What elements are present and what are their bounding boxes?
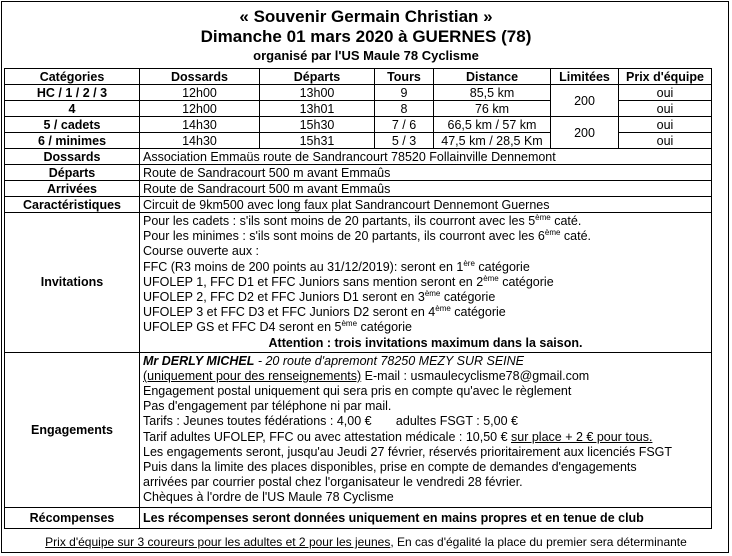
race-tours: 9: [375, 85, 434, 101]
engagement-tarifs: Tarifs : Jeunes toutes fédérations : 4,00 € adultes FSGT : 5,00 €: [143, 414, 518, 429]
recompenses-row: [5, 507, 712, 528]
race-dossards: 12h00: [140, 101, 260, 117]
invitations-text: [140, 213, 712, 353]
departs-label: Départs: [5, 165, 140, 181]
event-organizer: organisé par l'US Maule 78 Cyclisme: [253, 48, 479, 63]
invitation-ffc: FFC (R3 moins de 200 points au 31/12/2019): seront en 1ère catégorie: [143, 258, 530, 274]
race-tours: 7 / 6: [375, 117, 434, 133]
caracteristiques-label: Caractéristiques: [5, 197, 140, 213]
race-depart: 15h30: [260, 117, 375, 133]
caracteristiques-value: Circuit de 9km500 avec long faux plat Sandrancourt Dennemont Guernes: [140, 197, 712, 213]
engagement-tarif-adultes: Tarif adultes UFOLEP, FFC ou avec attestation médicale : 10,50 € sur place + 2 € pour tous.: [143, 429, 653, 444]
engagements-row: [5, 352, 712, 507]
race-prix: oui: [619, 101, 712, 117]
invitation-course-ouverte: Course ouverte aux :: [143, 244, 260, 259]
col-header-dossards: Dossards: [140, 69, 260, 85]
race-distance: 76 km: [434, 101, 551, 117]
recompenses-label: Récompenses: [5, 507, 140, 528]
race-tours: 5 / 3: [375, 133, 434, 149]
race-category: 4: [5, 101, 140, 117]
event-title: « Souvenir Germain Christian »: [239, 7, 493, 26]
race-prix: oui: [619, 117, 712, 133]
col-header-distance: Distance: [434, 69, 551, 85]
invitation-ufolep2: UFOLEP 2, FFC D2 et FFC Juniors D1 seront en 3ème catégorie: [143, 288, 496, 304]
invitation-ufolep1: UFOLEP 1, FFC D1 et FFC Juniors sans mention seront en 2ème catégorie: [143, 273, 554, 289]
info-row-departs: [5, 165, 712, 181]
race-limit: 200: [551, 117, 619, 149]
race-dossards: 14h30: [140, 117, 260, 133]
info-row-arrivees: [5, 181, 712, 197]
departs-value: Route de Sandracourt 500 m avant Emmaûs: [140, 165, 712, 181]
recompenses-text: Les récompenses seront données uniquement en mains propres et en tenue de club: [140, 507, 712, 528]
race-depart: 15h31: [260, 133, 375, 149]
race-prix: oui: [619, 85, 712, 101]
invitation-minimes: Pour les minimes : s'ils sont moins de 20 partants, ils courront avec les 6ème caté.: [143, 228, 592, 244]
invitations-label: Invitations: [5, 213, 140, 353]
race-distance: 85,5 km: [434, 85, 551, 101]
engagement-contact: Mr DERLY MICHEL - 20 route d'apremont 78250 MEZY SUR SEINE: [143, 353, 525, 368]
invitation-ufolepgs: UFOLEP GS et FFC D4 seront en 5ème catégorie: [143, 319, 412, 335]
table-row: [5, 117, 712, 133]
race-depart: 13h00: [260, 85, 375, 101]
race-depart: 13h01: [260, 101, 375, 117]
engagement-email: (uniquement pour des renseignements) E-mail : usmaulecyclisme78@gmail.com: [143, 368, 590, 383]
engagement-line: Engagement postal uniquement qui sera pris en compte qu'avec le règlement: [143, 384, 572, 399]
col-header-limitees: Limitées: [551, 69, 619, 85]
info-row-caracteristiques: [5, 197, 712, 213]
race-limit: 200: [551, 85, 619, 117]
race-distance: 47,5 km / 28,5 Km: [434, 133, 551, 149]
table-header-row: [5, 69, 712, 85]
col-header-tours: Tours: [375, 69, 434, 85]
info-row-dossards: [5, 149, 712, 165]
race-category: 6 / minimes: [5, 133, 140, 149]
engagement-line: Les engagements seront, jusqu'au Jeudi 27 février, réservés prioritairement aux licenciés FSGT: [143, 444, 673, 459]
engagement-line: Pas d'engagement par téléphone ni par mail.: [143, 399, 392, 414]
invitation-ufolep3: UFOLEP 3 et FFC D3 et FFC Juniors D2 seront en 4ème catégorie: [143, 303, 506, 320]
invitations-row: [5, 213, 712, 353]
dossards-value: Association Emmaüs route de Sandrancourt 78520 Follainville Dennemont: [140, 149, 712, 165]
race-tours: 8: [375, 101, 434, 117]
col-header-departs: Départs: [260, 69, 375, 85]
race-dossards: 12h00: [140, 85, 260, 101]
arrivees-value: Route de Sandracourt 500 m avant Emmaûs: [140, 181, 712, 197]
race-prix: oui: [619, 133, 712, 149]
engagement-line: Chèques à l'ordre de l'US Maule 78 Cyclisme: [143, 490, 394, 505]
invitation-cadets: Pour les cadets : s'ils sont moins de 20 partants, ils courront avec les 5ème caté.: [143, 212, 582, 228]
col-header-prix: Prix d'équipe: [619, 69, 712, 85]
invitation-attention: Attention : trois invitations maximum dans la saison.: [268, 335, 583, 350]
event-table: [4, 68, 712, 529]
col-header-categories: Catégories: [5, 69, 140, 85]
engagements-label: Engagements: [5, 352, 140, 507]
race-dossards: 14h30: [140, 133, 260, 149]
race-category: HC / 1 / 2 / 3: [5, 85, 140, 101]
table-row: [5, 85, 712, 101]
event-date: Dimanche 01 mars 2020 à GUERNES (78): [200, 27, 532, 46]
race-category: 5 / cadets: [5, 117, 140, 133]
arrivees-label: Arrivées: [5, 181, 140, 197]
engagement-line: arrivées par courrier postal chez l'organisateur le vendredi 28 février.: [143, 475, 523, 490]
engagement-line: Puis dans la limite des places disponibles, prise en compte de demandes d'engagements: [143, 460, 637, 474]
footer-note: Prix d'équipe sur 3 coureurs pour les adultes et 2 pour les jeunes, En cas d'égalité la place du premier sera déterminante: [45, 535, 687, 549]
engagements-text: [140, 352, 712, 507]
dossards-label: Dossards: [5, 149, 140, 165]
race-distance: 66,5 km / 57 km: [434, 117, 551, 133]
